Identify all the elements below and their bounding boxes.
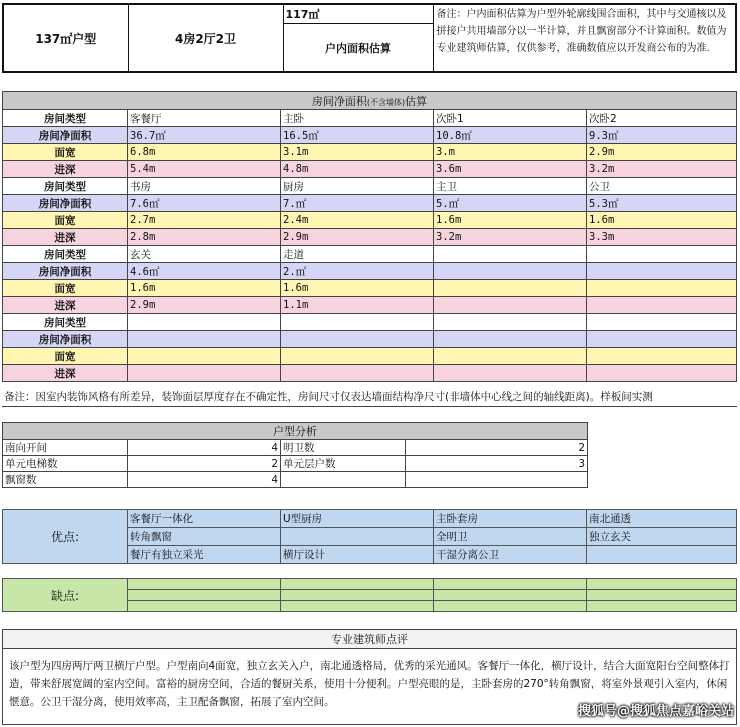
row-label-type: 房间类型 (3, 314, 128, 331)
cons-item (281, 579, 434, 590)
cons-table (2, 578, 737, 612)
row-label-area: 房间净面积 (3, 127, 128, 144)
room-cell-depth: 3.2m (434, 229, 587, 246)
room-cell-depth: 3.2m (587, 161, 737, 178)
room-cell-type: 次卧1 (434, 110, 587, 127)
header-note: 备注：户内面积估算为户型外轮廓线围合面积，其中与交通核以及拼接户共用墙部分以一半计算，并且飘窗部分不计算面积。数值为专业建筑师估算，仅供参考，准确数值应以开发商公布的为准. (433, 4, 736, 72)
room-cell-type (587, 246, 737, 263)
room-cell-depth (587, 297, 737, 314)
room-cell-area: 7.6㎡ (128, 195, 281, 212)
room-cell-width: 2.7m (128, 212, 281, 229)
pros-item: 独立玄关 (587, 528, 737, 546)
analysis-value: 4 (128, 472, 281, 488)
room-row-area (3, 195, 737, 212)
room-row-area (3, 127, 737, 144)
pros-item: 横厅设计 (281, 546, 434, 564)
room-cell-width (281, 348, 434, 365)
analysis-row (3, 456, 588, 472)
analysis-value (406, 472, 588, 488)
room-row-width (3, 348, 737, 365)
row-label-type: 房间类型 (3, 110, 128, 127)
analysis-row (3, 472, 588, 488)
row-label-width: 面宽 (3, 348, 128, 365)
room-row-width (3, 144, 737, 161)
room-cell-width: 1.6m (434, 212, 587, 229)
room-cell-width: 3.1m (281, 144, 434, 161)
room-cell-area (434, 263, 587, 280)
room-row-depth (3, 297, 737, 314)
analysis-label: 单元层户数 (281, 456, 406, 472)
room-cell-depth (587, 365, 737, 382)
room-row-type (3, 178, 737, 195)
room-cell-width: 1.6m (128, 280, 281, 297)
analysis-title: 户型分析 (3, 423, 588, 440)
room-cell-area: 16.5㎡ (281, 127, 434, 144)
cons-item (434, 601, 587, 612)
room-cell-area (587, 331, 737, 348)
room-row-type (3, 314, 737, 331)
comment-title: 专业建筑师点评 (2, 629, 737, 649)
room-cell-area: 5.3㎡ (587, 195, 737, 212)
room-cell-type: 书房 (128, 178, 281, 195)
pros-item: 南北通透 (587, 510, 737, 528)
row-label-depth: 进深 (3, 161, 128, 178)
room-cell-depth (281, 365, 434, 382)
cons-label: 缺点: (3, 579, 128, 612)
room-layout: 4房2厅2卫 (128, 4, 283, 72)
room-cell-type: 公卫 (587, 178, 737, 195)
room-cell-width (434, 280, 587, 297)
row-label-area: 房间净面积 (3, 195, 128, 212)
row-label-width: 面宽 (3, 280, 128, 297)
room-cell-width (587, 348, 737, 365)
room-cell-width: 2.4m (281, 212, 434, 229)
room-cell-width: 1.6m (587, 212, 737, 229)
unit-type: 137㎡户型 (3, 4, 128, 72)
room-cell-width: 3.m (434, 144, 587, 161)
room-cell-type (434, 246, 587, 263)
room-table-title-row (3, 92, 737, 110)
room-cell-area: 10.8㎡ (434, 127, 587, 144)
row-label-width: 面宽 (3, 144, 128, 161)
watermark: 搜狐号@搜狐焦点嘉峪关站 (577, 704, 734, 719)
room-row-width (3, 280, 737, 297)
room-cell-area: 2.㎡ (281, 263, 434, 280)
analysis-value: 2 (128, 456, 281, 472)
row-label-depth: 进深 (3, 365, 128, 382)
pros-item (281, 528, 434, 546)
room-cell-area: 36.7㎡ (128, 127, 281, 144)
room-row-area (3, 331, 737, 348)
pros-table (2, 509, 737, 564)
room-cell-type (434, 314, 587, 331)
area-value: 117㎡ (283, 4, 433, 24)
row-label-depth: 进深 (3, 229, 128, 246)
pros-item: 主卧套房 (434, 510, 587, 528)
room-cell-width (128, 348, 281, 365)
room-area-table (2, 91, 737, 382)
room-cell-area (587, 263, 737, 280)
row-label-depth: 进深 (3, 297, 128, 314)
pros-item: 客餐厅一体化 (128, 510, 281, 528)
room-row-depth (3, 229, 737, 246)
room-row-depth (3, 161, 737, 178)
room-cell-width (587, 280, 737, 297)
room-cell-type: 主卧 (281, 110, 434, 127)
room-cell-width: 1.6m (281, 280, 434, 297)
room-cell-depth: 2.9m (281, 229, 434, 246)
analysis-row (3, 440, 588, 456)
room-cell-area: 5.㎡ (434, 195, 587, 212)
room-table-title (3, 92, 737, 110)
room-cell-type: 客餐厅 (128, 110, 281, 127)
row-label-area: 房间净面积 (3, 331, 128, 348)
room-cell-width: 2.9m (587, 144, 737, 161)
room-cell-area: 4.6㎡ (128, 263, 281, 280)
unit-analysis-table (2, 422, 588, 488)
comment-body: 该户型为四房两厅两卫横厅户型。户型南向4面宽，独立玄关入户，南北通透格局，优秀的采光通风。客餐厅一体化，横厅设计，结合大面宽阳台空间整体打造，带来舒展宽阔的室内空间。富裕的厨房空间，合适的餐厨关系，使用十分便利。户型亮眼的是，主卧套房的270°转角飘窗，将室外景观引入室内，休闲惬意。公卫干湿分离，使用效率高，主卫配备飘窗，拓展了室内空间。 (2, 649, 737, 725)
pros-row (3, 510, 737, 528)
room-cell-depth: 1.1m (281, 297, 434, 314)
cons-row (3, 579, 737, 590)
room-cell-type: 主卫 (434, 178, 587, 195)
room-cell-area (281, 331, 434, 348)
cons-item (587, 590, 737, 601)
room-table-title-suffix: 估算 (405, 94, 428, 108)
room-row-depth (3, 365, 737, 382)
room-row-type (3, 110, 737, 127)
cons-item (587, 579, 737, 590)
analysis-label: 南向开间 (3, 440, 128, 456)
cons-item (128, 579, 281, 590)
cons-item (434, 579, 587, 590)
pros-item: 全明卫 (434, 528, 587, 546)
analysis-value: 3 (406, 456, 588, 472)
area-label: 户内面积估算 (283, 24, 433, 73)
room-row-area (3, 263, 737, 280)
room-cell-area: 7.㎡ (281, 195, 434, 212)
room-cell-type: 玄关 (128, 246, 281, 263)
analysis-value: 2 (406, 440, 588, 456)
pros-item (587, 546, 737, 564)
analysis-label: 单元电梯数 (3, 456, 128, 472)
room-cell-depth: 2.8m (128, 229, 281, 246)
cons-item (281, 590, 434, 601)
analysis-value: 4 (128, 440, 281, 456)
room-table-title-main: 房间净面积 (311, 94, 367, 108)
analysis-label: 飘窗数 (3, 472, 128, 488)
row-label-type: 房间类型 (3, 178, 128, 195)
room-cell-type: 走道 (281, 246, 434, 263)
room-table-note: 备注：因室内装饰风格有所差异，装饰面层厚度存在不确定性，房间尺寸仅表达墙面结构净尺寸(非墙体中心线之间的轴线距离)。样板间实测 (2, 389, 737, 407)
row-label-area: 房间净面积 (3, 263, 128, 280)
header-table (2, 3, 737, 73)
room-cell-type (281, 314, 434, 331)
room-row-type (3, 246, 737, 263)
room-cell-depth (434, 365, 587, 382)
room-cell-depth: 5.4m (128, 161, 281, 178)
pros-item: 餐厅有独立采光 (128, 546, 281, 564)
room-cell-depth: 3.3m (587, 229, 737, 246)
room-cell-type: 次卧2 (587, 110, 737, 127)
room-cell-area (434, 331, 587, 348)
room-cell-area: 9.3㎡ (587, 127, 737, 144)
cons-item (434, 590, 587, 601)
row-label-width: 面宽 (3, 212, 128, 229)
room-cell-depth: 4.8m (281, 161, 434, 178)
cons-item (128, 601, 281, 612)
room-row-width (3, 212, 737, 229)
room-cell-depth: 2.9m (128, 297, 281, 314)
pros-item: 转角飘窗 (128, 528, 281, 546)
room-cell-area (128, 331, 281, 348)
room-cell-width: 6.8m (128, 144, 281, 161)
pros-item: 干湿分离公卫 (434, 546, 587, 564)
pros-item: U型厨房 (281, 510, 434, 528)
room-cell-depth (434, 297, 587, 314)
analysis-label (281, 472, 406, 488)
cons-item (587, 601, 737, 612)
room-cell-width (434, 348, 587, 365)
room-cell-depth: 3.6m (434, 161, 587, 178)
row-label-type: 房间类型 (3, 246, 128, 263)
room-cell-type: 厨房 (281, 178, 434, 195)
room-cell-type (587, 314, 737, 331)
analysis-label: 明卫数 (281, 440, 406, 456)
cons-item (281, 601, 434, 612)
room-cell-depth (128, 365, 281, 382)
cons-item (128, 590, 281, 601)
room-cell-type (128, 314, 281, 331)
pros-label: 优点: (3, 510, 128, 564)
room-table-title-small: (不含墙体) (366, 97, 406, 107)
